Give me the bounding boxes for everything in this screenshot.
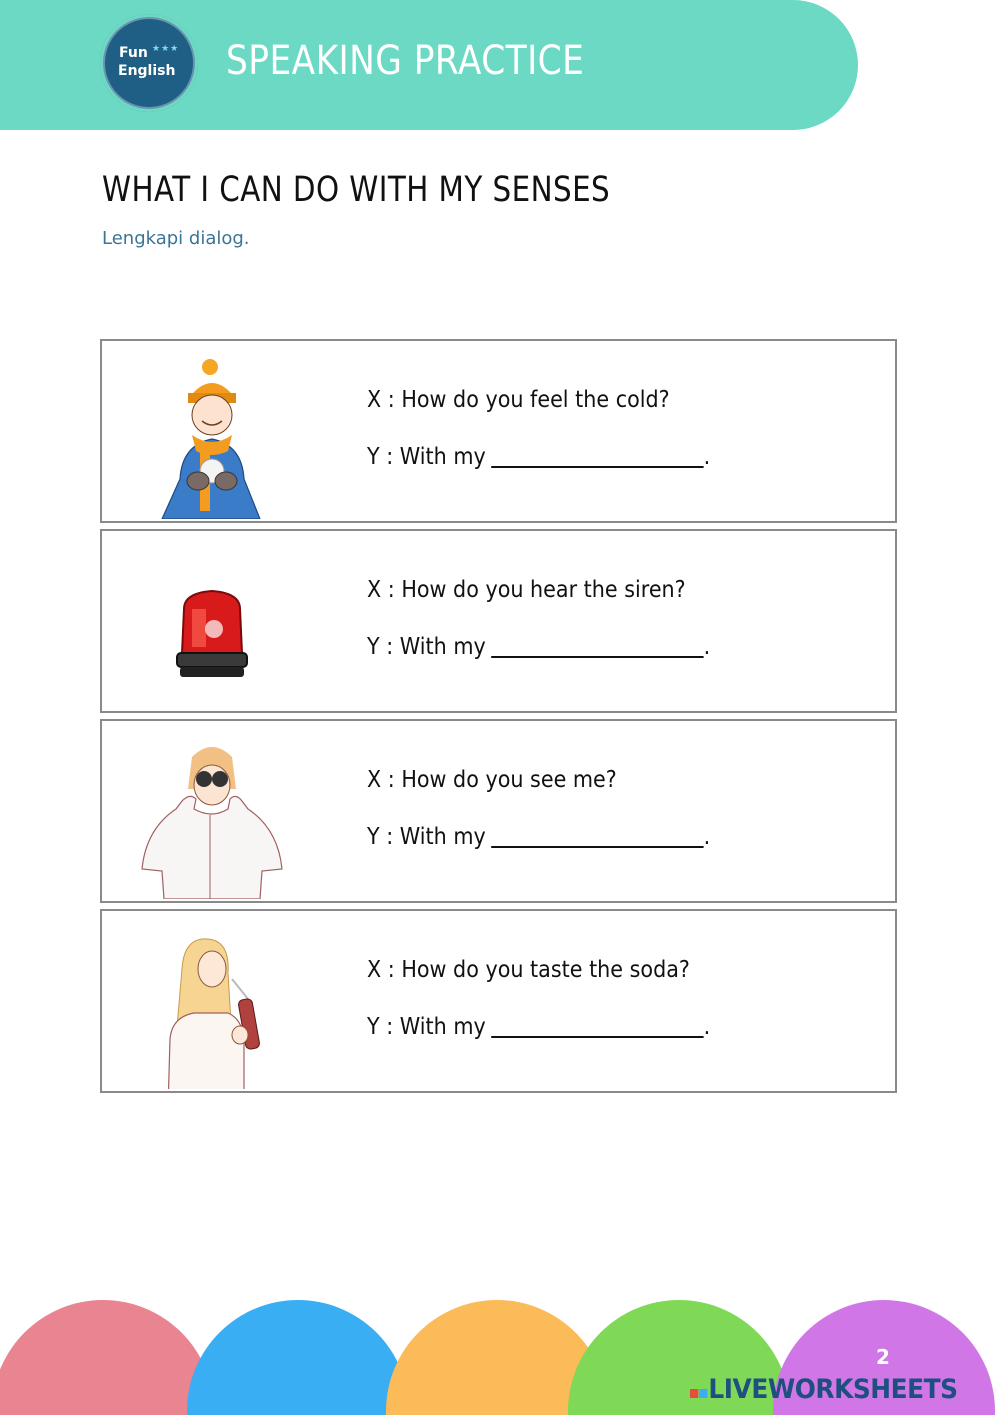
dialog-answer [367,634,710,660]
fun-english-logo [100,14,198,112]
answer-suffix: . [703,444,711,470]
answer-suffix: . [703,634,711,660]
dialog-question: X : How do you taste the soda? [367,957,690,983]
dialog-question: X : How do you feel the cold? [367,387,670,413]
brand-text: LIVEWORKSHEETS [708,1374,958,1405]
dialog-answer [367,1014,710,1040]
answer-prefix: Y : With my [367,444,486,470]
page-number: 2 [876,1345,890,1369]
answer-prefix: Y : With my [367,824,486,850]
person-drinking-soda-illustration [132,929,332,1089]
dialog-card [100,339,897,523]
page-header-title: SPEAKING PRACTICE [226,38,585,84]
dialog-card [100,909,897,1093]
answer-blank[interactable] [491,824,703,848]
liveworksheets-logo [690,1374,958,1405]
star-icon: ★★★ [152,44,180,54]
footer-circle [187,1300,409,1415]
answer-blank[interactable] [491,444,703,468]
answer-prefix: Y : With my [367,634,486,660]
logo-square-icon [690,1389,698,1398]
dialog-card [100,529,897,713]
logo-text-line1: Fun [119,45,148,61]
person-in-winter-clothes-illustration [132,359,332,519]
answer-blank[interactable] [491,634,703,658]
person-with-binoculars-illustration [132,739,332,899]
red-siren-light-illustration [132,549,332,709]
answer-prefix: Y : With my [367,1014,486,1040]
dialog-answer [367,444,710,470]
footer-circle [0,1300,214,1415]
section-title: WHAT I CAN DO WITH MY SENSES [102,170,611,210]
dialog-card [100,719,897,903]
logo-text-line2: English [118,63,176,79]
logo-square-icon [699,1389,707,1398]
dialog-question: X : How do you hear the siren? [367,577,686,603]
dialog-question: X : How do you see me? [367,767,617,793]
instruction-text: Lengkapi dialog. [102,228,250,249]
answer-suffix: . [703,824,711,850]
dialog-answer [367,824,710,850]
answer-blank[interactable] [491,1014,703,1038]
answer-suffix: . [703,1014,711,1040]
